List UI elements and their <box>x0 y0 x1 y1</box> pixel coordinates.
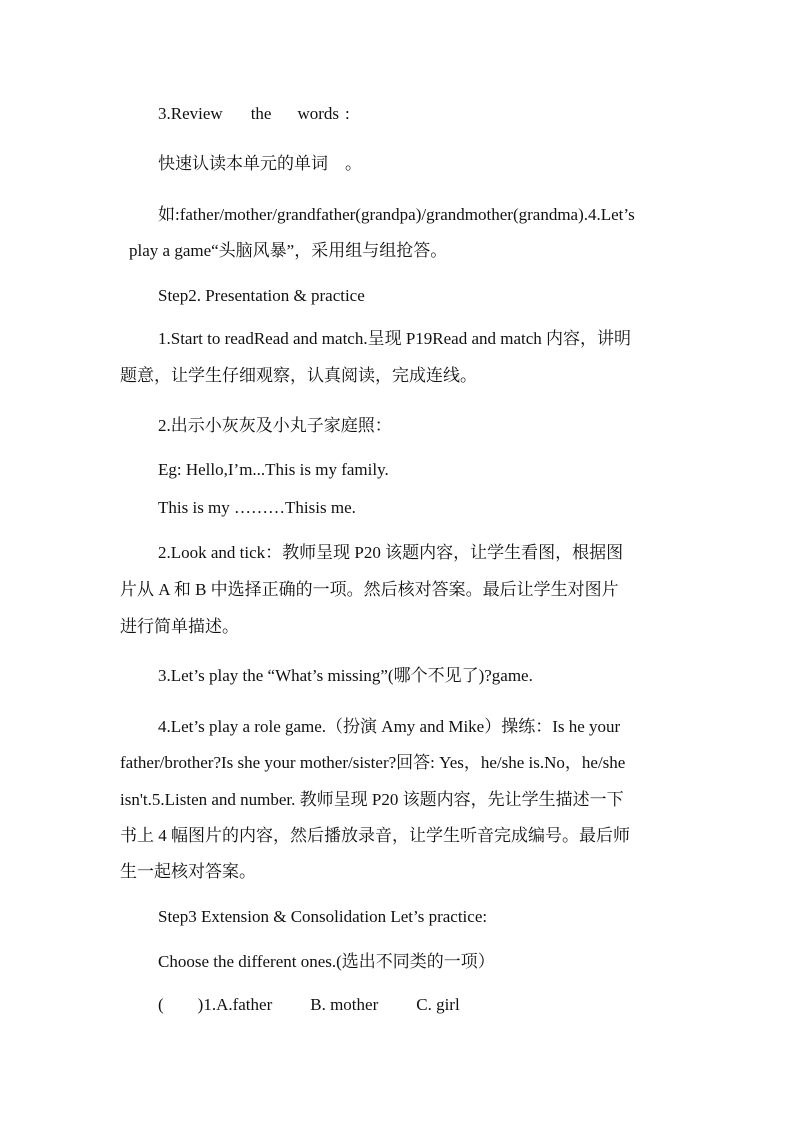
paragraph-line: 进行简单描述。 <box>120 617 239 636</box>
exercise-option-c: C. girl <box>416 995 460 1014</box>
paragraph-line: play a game“头脑风暴”，采用组与组抢答。 <box>129 241 448 260</box>
paragraph-line: 1.Start to readRead and match.呈现 P19Read and match 内容，讲明 <box>158 329 632 348</box>
exercise-item <box>158 994 460 1016</box>
review-words-line <box>158 103 350 125</box>
paragraph-line: 快速认读本单元的单词 。 <box>158 154 362 173</box>
exercise-option-a: ( )1.A.father <box>158 995 273 1014</box>
paragraph-line: 2.Look and tick：教师呈现 P20 该题内容，让学生看图，根据图 <box>158 543 624 562</box>
paragraph-line: 题意，让学生仔细观察，认真阅读，完成连线。 <box>120 366 477 385</box>
paragraph-line: 书上 4 幅图片的内容，然后播放录音，让学生听音完成编号。最后师 <box>120 826 630 845</box>
paragraph-line: 如:father/mother/grandfather(grandpa)/grandmother(grandma).4.Let’s <box>158 205 635 224</box>
review-colon: : <box>345 104 350 123</box>
paragraph-line: 3.Let’s play the “What’s missing”(哪个不见了)?game. <box>158 666 533 685</box>
paragraph-line: 4.Let’s play a role game.（扮演 Amy and Mike）操练：Is he your <box>158 717 621 736</box>
review-word-the: the <box>250 104 272 123</box>
section-heading: Step2. Presentation & practice <box>158 286 365 305</box>
paragraph-line: isn't.5.Listen and number. 教师呈现 P20 该题内容，先让学生描述一下 <box>120 790 624 809</box>
review-number: 3.Review <box>158 104 223 123</box>
example-line: This is my ………Thisis me. <box>158 498 356 517</box>
exercise-option-b: B. mother <box>310 995 379 1014</box>
paragraph-line: 生一起核对答案。 <box>120 862 256 881</box>
example-line: Eg: Hello,I’m...This is my family. <box>158 460 389 479</box>
paragraph-line: father/brother?Is she your mother/sister?回答: Yes，he/she is.No，he/she <box>120 753 626 772</box>
paragraph-line: 片从 A 和 B 中选择正确的一项。然后核对答案。最后让学生对图片 <box>120 580 619 599</box>
review-word-words: words <box>297 104 340 123</box>
paragraph-line: 2.出示小灰灰及小丸子家庭照： <box>158 416 392 435</box>
paragraph-line: Choose the different ones.(选出不同类的一项） <box>158 952 495 971</box>
section-heading: Step3 Extension & Consolidation Let’s practice: <box>158 907 488 926</box>
